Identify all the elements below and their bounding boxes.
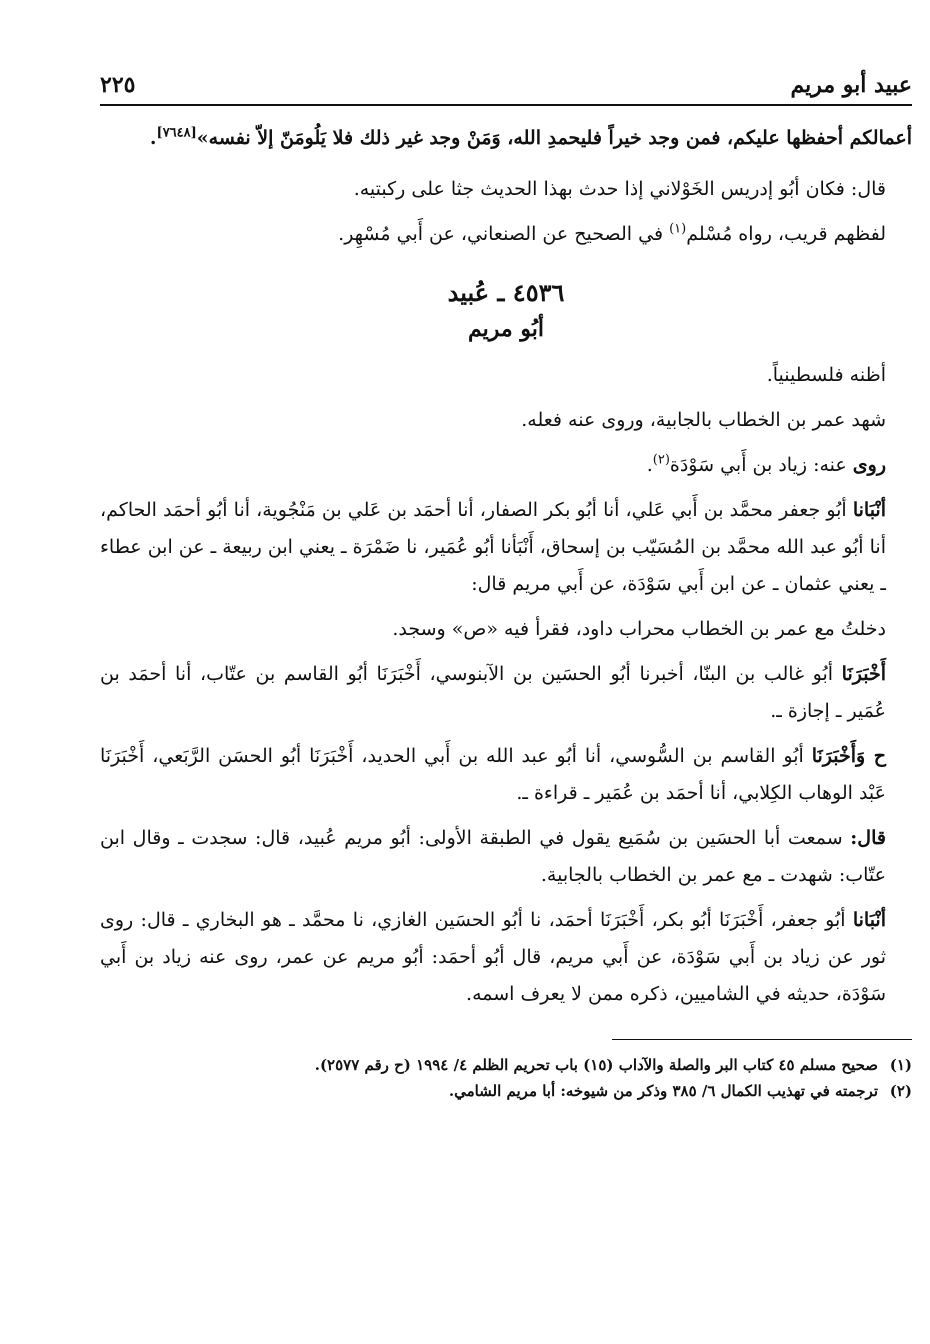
top-paragraph-text: أعمالكم أحفظها عليكم، فمن وجد خيراً فليحمدِ الله، وَمَنْ وجد غير ذلك فلا يَلُومَنّ إلاّ نفسه» xyxy=(196,127,912,149)
keyword-rawa: روى xyxy=(852,454,886,476)
top-paragraph-end: . xyxy=(149,127,157,149)
footnote-2-text: ترجمته في تهذيب الكمال ٦/ ٣٨٥ وذكر من شيوخه: أبا مريم الشامي. xyxy=(448,1082,878,1100)
entry-name: أبُو مريم xyxy=(468,316,544,342)
isnad-4 xyxy=(100,902,912,1013)
footnote-ref-1: (١) xyxy=(669,221,687,237)
keyword-ha-wa-akhbarana: ح وَأَخْبَرَنَا xyxy=(811,745,886,767)
kneeling-paragraph: قال: فكان أبُو إدريس الخَوْلاني إذا حدث بهذا الحديث جثا على ركبتيه. xyxy=(353,178,886,200)
keyword-qal: قال: xyxy=(850,827,886,849)
narration-1: دخلتُ مع عمر بن الخطاب محراب داود، فقرأ فيه «ص» وسجد. xyxy=(392,618,886,640)
keyword-anbana-2: أنْبَانا xyxy=(852,909,886,931)
bio-line-narrators-end: . xyxy=(646,454,653,476)
footnote-1 xyxy=(100,1052,912,1078)
running-title: عبيد أبو مريم xyxy=(790,72,912,98)
isnad-3 xyxy=(100,738,912,812)
isnad-2-text: أبُو غالب بن البنّا، أخبرنا أبُو الحسَين بن الآبنوسي، أَخْبَرَنَا أبُو القاسم بن عتّاب، أنا أحمَد بن عُمَير ـ إجازة ـ. xyxy=(100,663,886,722)
qal-paragraph xyxy=(100,820,912,894)
muslim-paragraph-text: لفظهم قريب، رواه مُسْلم xyxy=(686,223,886,245)
qal-paragraph-text: سمعت أبا الحسَين بن سُمَيع يقول في الطبقة الأولى: أبُو مريم عُبيد، قال: سجدت ـ وقال ابن عتّاب: شهدت ـ مع عمر بن الخطاب بالجابية. xyxy=(100,827,886,886)
isnad-2 xyxy=(100,656,912,730)
footnote-ref-2: (٢) xyxy=(652,452,670,468)
isnad-3-text: أبُو القاسم بن السُّوسي، أنا أبُو عبد الله بن أَبي الحديد، أَخْبَرَنَا أبُو الحسَن الرَّبَعي، أَخْبَرَنَا عَبْد الوهاب الكِلابي، أنا أحمَد بن عُمَير ـ قراءة ـ. xyxy=(100,745,886,804)
muslim-paragraph xyxy=(100,216,912,253)
bio-line-narrators-text: عنه: زياد بن أَبي سَوْدَة xyxy=(669,454,853,476)
page-number: ٢٢٥ xyxy=(100,72,136,98)
entry-number: ٤٥٣٦ ـ عُبيد xyxy=(447,278,565,307)
isnad-1 xyxy=(100,492,912,603)
footnote-1-text: صحيح مسلم ٤٥ كتاب البر والصلة والآداب (١٥) باب تحريم الظلم ٤/ ١٩٩٤ (ح رقم ٢٥٧٧). xyxy=(314,1056,878,1074)
isnad-4-text: أبُو جعفر، أَخْبَرَنَا أبُو بكر، أَخْبَرَنَا أحمَد، نا أبُو الحسَين الغازي، نا محمَّد ـ هو البخاري ـ قال: روى ثور عن زياد بن أَبي سَوْدَة، عن أَبي مريم، قال أبُو أحمَد: أبُو مريم عن عمر، روى عنه زياد بن أَبي سَوْدَة، حديثه في الشاميين، ذكره ممن لا يعرف اسمه. xyxy=(100,909,886,1005)
bio-line-origin: أظنه فلسطينياً. xyxy=(766,364,886,386)
isnad-1-text: أبُو جعفر محمَّد بن أَبي عَلي، أنا أبُو بكر الصفار، أنا أحمَد بن عَلي بن مَنْجُوية، أنا أبُو أحمَد الحاكم، أنا أبُو عبد الله محمَّد بن المُسَيّب بن إسحاق، أَنْبَأنا أبُو عُمَير، نا ضَمْرَة ـ يعني ابن ربيعة ـ عن ابن عطاء ـ يعني عثمان ـ عن ابن أَبي سَوْدَة، عن أَبي مريم قال: xyxy=(100,499,886,595)
book-page xyxy=(100,70,912,1104)
keyword-anbana: أنْبَانا xyxy=(852,499,886,521)
footnote-divider xyxy=(612,1039,912,1040)
hadith-reference: [٧٦٤٨] xyxy=(156,125,197,141)
muslim-paragraph-rest: في الصحيح عن الصنعاني، عن أَبي مُسْهِر. xyxy=(338,223,670,245)
bio-line-witness: شهد عمر بن الخطاب بالجابية، وروى عنه فعله. xyxy=(521,409,886,431)
footnote-1-number: (١) xyxy=(889,1056,912,1074)
top-paragraph xyxy=(100,120,912,157)
footnotes xyxy=(100,1052,912,1104)
footnote-2 xyxy=(100,1078,912,1104)
footnote-2-number: (٢) xyxy=(889,1082,912,1100)
page-header xyxy=(100,70,912,106)
keyword-akhbarana: أَخْبَرَنَا xyxy=(841,663,886,685)
bio-line-narrators xyxy=(100,447,912,484)
